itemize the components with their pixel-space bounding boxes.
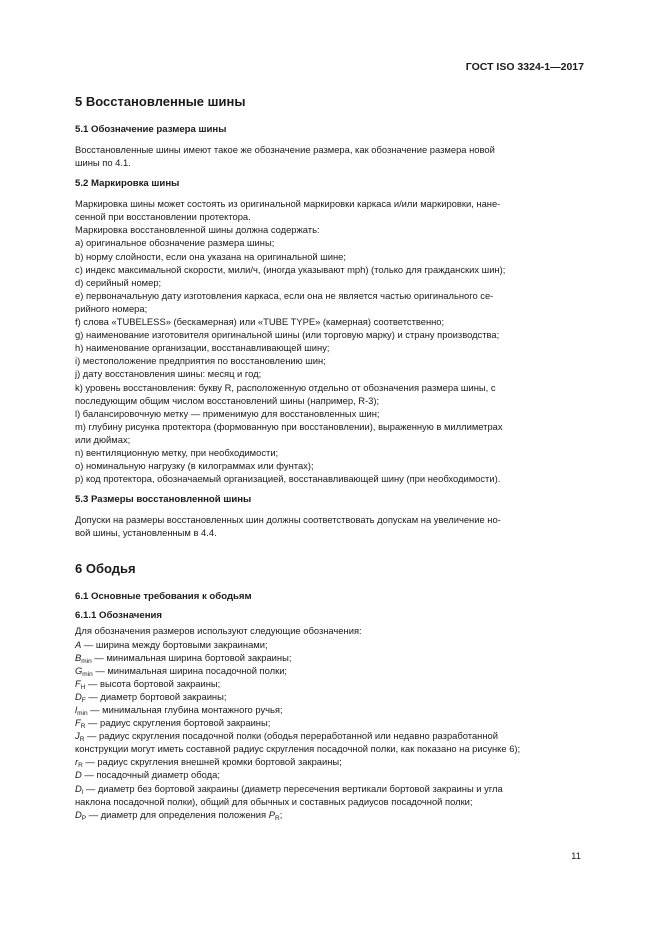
list-item: p) код протектора, обозначаемый организацией, восстанавливающей шину (при необходимости). <box>75 473 501 485</box>
list-item: последующим общим числом восстановлений шины (например, R-3); <box>75 394 380 406</box>
symbol-definition-cont: конструкции могут иметь составной радиус скругления посадочной полки, как показано на рисунке 6); <box>75 743 521 755</box>
list-item: или дюймах; <box>75 433 131 445</box>
list-item: f) слова «TUBELESS» (бескамерная) или «TUBE TYPE» (камерная) соответственно; <box>75 316 445 328</box>
list-item: i) местоположение предприятия по восстановлению шин; <box>75 355 326 367</box>
list-item: e) первоначальную дату изготовления каркаса, если она не является частью оригинального се- <box>75 289 494 301</box>
list-item: a) оригинальное обозначение размера шины; <box>75 237 275 249</box>
symbol-definition: A — ширина между бортовыми закраинами; <box>75 638 268 650</box>
list-intro: Маркировка восстановленной шины должна содержать: <box>75 224 320 236</box>
symbols-intro: Для обозначения размеров используют следующие обозначения: <box>75 625 362 637</box>
symbol-definition: D — посадочный диаметр обода; <box>75 769 220 781</box>
list-item: k) уровень восстановления: букву R, расположенную отдельно от обозначения размера шины, с <box>75 381 496 393</box>
section-5-1-title: 5.1 Обозначение размера шины <box>75 124 227 135</box>
list-item: рийного номера; <box>75 302 148 314</box>
symbol-definition: $D_l$ — диаметр без бортовой закраины (диаметр пересечения вертикали бортовой закраины и угла <box>75 782 503 796</box>
symbol-definition: $J_R$ — радиус скругления посадочной полки (ободья переработанной или недавно разработанной <box>75 730 498 744</box>
symbol-definition: $F_R$ — радиус скругления бортовой закраины; <box>75 717 271 731</box>
list-item: j) дату восстановления шины: месяц и год; <box>75 368 262 380</box>
section-6-1-title: 6.1 Основные требования к ободьям <box>75 591 252 603</box>
list-item: n) вентиляционную метку, при необходимости; <box>75 446 279 458</box>
paragraph-line: вой шины, установленным в 4.4. <box>75 527 217 539</box>
section-5-title: 5 Восстановленные шины <box>75 94 246 109</box>
list-item: l) балансировочную метку — применимую для восстановленных шин; <box>75 407 380 419</box>
list-item: c) индекс максимальной скорости, мили/ч, (иногда указывают mph) (только для гражданских шин); <box>75 263 506 275</box>
list-item: h) наименование организации, восстанавливающей шину; <box>75 342 330 354</box>
list-item: d) серийный номер; <box>75 276 162 288</box>
section-6-1-1-title: 6.1.1 Обозначения <box>75 610 162 622</box>
symbol-definition: $B_{min}$ — минимальная ширина бортовой закраины; <box>75 651 292 665</box>
page-number: 11 <box>571 851 581 862</box>
symbol-definition: $G_{min}$ — минимальная ширина посадочной полки; <box>75 664 288 678</box>
paragraph-line: Восстановленные шины имеют такое же обозначение размера, как обозначение размера новой <box>75 144 495 155</box>
symbol-definition: $l_{min}$ — минимальная глубина монтажного ручья; <box>75 704 283 717</box>
section-6-title: 6 Ободья <box>75 561 136 577</box>
page-body <box>75 94 582 821</box>
paragraph-line: шины по 4.1. <box>75 157 131 169</box>
list-item: m) глубину рисунка протектора (формованную при восстановлении), выраженную в миллиметрах <box>75 420 503 432</box>
list-item: b) норму слойности, если она указана на оригинальной шине; <box>75 250 347 262</box>
paragraph-line: сенной при восстановлении протектора. <box>75 211 251 223</box>
section-5-3-title: 5.3 Размеры восстановленной шины <box>75 494 252 506</box>
standard-code: ГОСТ ISO 3324-1—2017 <box>465 61 584 73</box>
list-item: o) номинальную нагрузку (в килограммах или фунтах); <box>75 460 314 472</box>
paragraph-line: Маркировка шины может состоять из оригинальной маркировки каркаса и/или маркировки, нане- <box>75 198 501 210</box>
symbol-definition: $D_P$ — диаметр для определения положения $P_R$; <box>75 808 283 822</box>
symbol-definition: $F_H$ — высота бортовой закраины; <box>75 677 221 691</box>
symbol-definition-cont: наклона посадочной полки), общий для обычных и составных радиусов посадочной полки; <box>75 795 473 807</box>
section-5-2-title: 5.2 Маркировка шины <box>75 178 180 190</box>
list-item: g) наименование изготовителя оригинальной шины (или торговую марку) и страну производства; <box>75 329 500 341</box>
symbol-definition: $r_R$ — радиус скругления внешней кромки бортовой закраины; <box>75 756 342 770</box>
symbol-definition: $D_F$ — диаметр бортовой закраины; <box>75 690 227 704</box>
paragraph-line: Допуски на размеры восстановленных шин должны соответствовать допускам на увеличение но- <box>75 514 501 526</box>
